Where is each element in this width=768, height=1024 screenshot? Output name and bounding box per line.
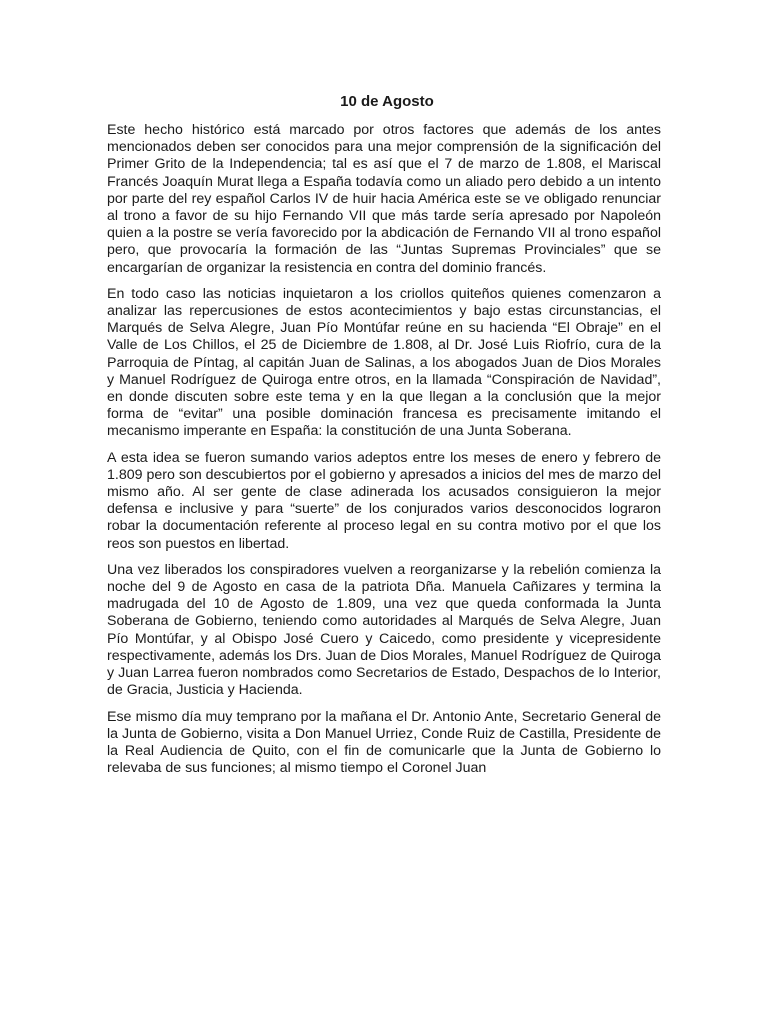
document-title: 10 de Agosto bbox=[340, 93, 434, 110]
paragraph-2: En todo caso las noticias inquietaron a los criollos quiteños quienes comenzaron a analizar las repercusiones de estos acontecimientos y bajo estas circunstancias, el Marqués de Selva Alegre, Juan Pío Montúfar reúne en su hacienda “El Obraje” en el Valle de Los Chillos, el 25 de Diciembre de 1.808, al Dr. José Luis Riofrío, cura de la Parroquia de Píntag, al capitán Juan de Salinas, a los abogados Juan de Dios Morales y Manuel Rodríguez de Quiroga entre otros, en la llamada “Conspiración de Navidad”, en donde discuten sobre este tema y en la que llegan a la conclusión que la mejor forma de “evitar” una posible dominación francesa es precisamente imitando el mecanismo imperante en España: la constitución de una Junta Soberana. bbox=[107, 285, 661, 440]
paragraph-5: Ese mismo día muy temprano por la mañana el Dr. Antonio Ante, Secretario General de la Junta de Gobierno, visita a Don Manuel Urriez, Conde Ruiz de Castilla, Presidente de la Real Audiencia de Quito, con el fin de comunicarle que la Junta de Gobierno lo relevaba de sus funciones; al mismo tiempo el Coronel Juan bbox=[107, 708, 661, 777]
paragraph-1: Este hecho histórico está marcado por otros factores que además de los antes mencionados deben ser conocidos para una mejor comprensión de la significación del Primer Grito de la Independencia; tal es así que el 7 de marzo de 1.808, el Mariscal Francés Joaquín Murat llega a España todavía como un aliado pero debido a un intento por parte del rey español Carlos IV de huir hacia América este se ve obligado renunciar al trono a favor de su hijo Fernando VII que más tarde sería apresado por Napoleón quien a la postre se vería favorecido por la abdicación de Fernando VII al trono español pero, que provocaría la formación de las “Juntas Supremas Provinciales” que se encargarían de organizar la resistencia en contra del dominio francés. bbox=[107, 122, 661, 276]
paragraph-3: A esta idea se fueron sumando varios adeptos entre los meses de enero y febrero de 1.809 pero son descubiertos por el gobierno y apresados a inicios del mes de marzo del mismo año. Al ser gente de clase adinerada los acusados consiguieron la mejor defensa e inclusive y para “suerte” de los conjurados varios desconocidos lograron robar la documentación referente al proceso legal en su contra motivo por el que los reos son puestos en libertad. bbox=[107, 449, 661, 552]
document-page bbox=[107, 93, 661, 786]
paragraph-4: Una vez liberados los conspiradores vuelven a reorganizarse y la rebelión comienza la noche del 9 de Agosto en casa de la patriota Dña. Manuela Cañizares y termina la madrugada del 10 de Agosto de 1.809, una vez que queda conformada la Junta Soberana de Gobierno, teniendo como autoridades al Marqués de Selva Alegre, Juan Pío Montúfar, y al Obispo José Cuero y Caicedo, como presidente y vicepresidente respectivamente, además los Drs. Juan de Dios Morales, Manuel Rodríguez de Quiroga y Juan Larrea fueron nombrados como Secretarios de Estado, Despachos de lo Interior, de Gracia, Justicia y Hacienda. bbox=[107, 561, 661, 699]
